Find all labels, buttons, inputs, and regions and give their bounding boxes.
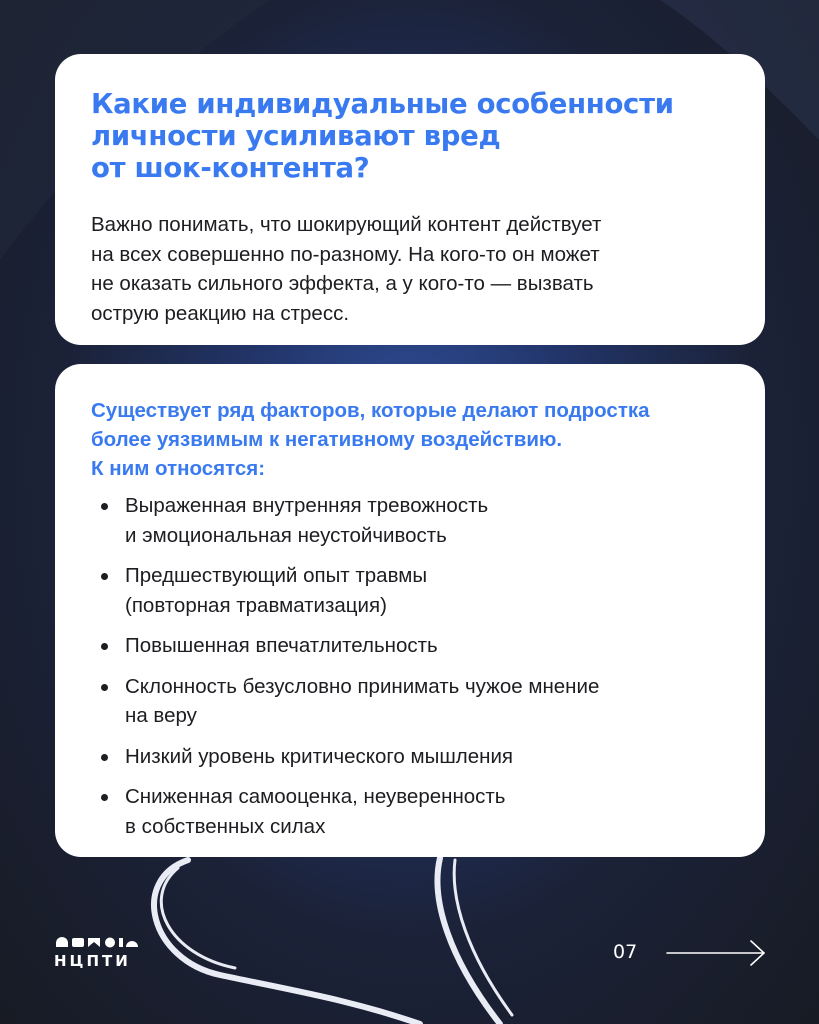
bullet-icon: [101, 573, 108, 580]
item-line: Сниженная самооценка, неуверенность: [125, 785, 506, 808]
bullet-icon: [101, 794, 108, 801]
item-line: Низкий уровень критического мышления: [125, 744, 514, 768]
bullet-icon: [101, 503, 108, 510]
item-line: (повторная травматизация): [125, 593, 387, 617]
bullet-icon: [101, 684, 108, 691]
bullet-icon: [101, 643, 108, 650]
intro-line: более уязвимым к негативному воздействию.: [91, 428, 563, 451]
item-line: на веру: [125, 704, 197, 727]
intro-card: [55, 54, 765, 345]
item-line: Повышенная впечатлительность: [125, 634, 438, 657]
list-item: [91, 782, 729, 841]
arrow-right-icon[interactable]: [665, 938, 767, 968]
title-line: от шок-контента?: [91, 152, 370, 184]
intro-line: К ним относятся:: [91, 457, 266, 480]
paragraph-line: острую реакцию на стресс.: [91, 301, 350, 325]
item-line: Предшествующий опыт травмы: [125, 564, 428, 587]
item-line: в собственных силах: [125, 814, 326, 838]
paragraph-line: на всех совершенно по-разному. На кого-то он может: [91, 242, 600, 266]
list-item: [91, 631, 729, 661]
factors-intro: [91, 396, 729, 483]
list-item: [91, 491, 729, 550]
intro-line: Существует ряд факторов, которые делают подростка: [91, 399, 650, 422]
factors-list: [91, 491, 729, 841]
list-item: [91, 672, 729, 731]
ncpti-logo: [54, 934, 140, 968]
paragraph-line: Важно понимать, что шокирующий контент действует: [91, 213, 602, 236]
title-line: Какие индивидуальные особенности: [91, 88, 674, 120]
item-line: Выраженная внутренняя тревожность: [125, 494, 489, 517]
item-line: Склонность безусловно принимать чужое мнение: [125, 674, 600, 698]
title-line: личности усиливают вред: [91, 120, 501, 152]
item-line: и эмоциональная неустойчивость: [125, 523, 447, 547]
list-item: [91, 742, 729, 772]
page-number: 07: [613, 941, 638, 963]
factors-card: [55, 364, 765, 857]
list-item: [91, 561, 729, 620]
bullet-icon: [101, 754, 108, 761]
intro-paragraph: [91, 210, 729, 328]
card-title: [91, 88, 729, 184]
logo-text: НЦПТИ: [54, 952, 131, 968]
paragraph-line: не оказать сильного эффекта, а у кого-то — вызвать: [91, 272, 594, 295]
